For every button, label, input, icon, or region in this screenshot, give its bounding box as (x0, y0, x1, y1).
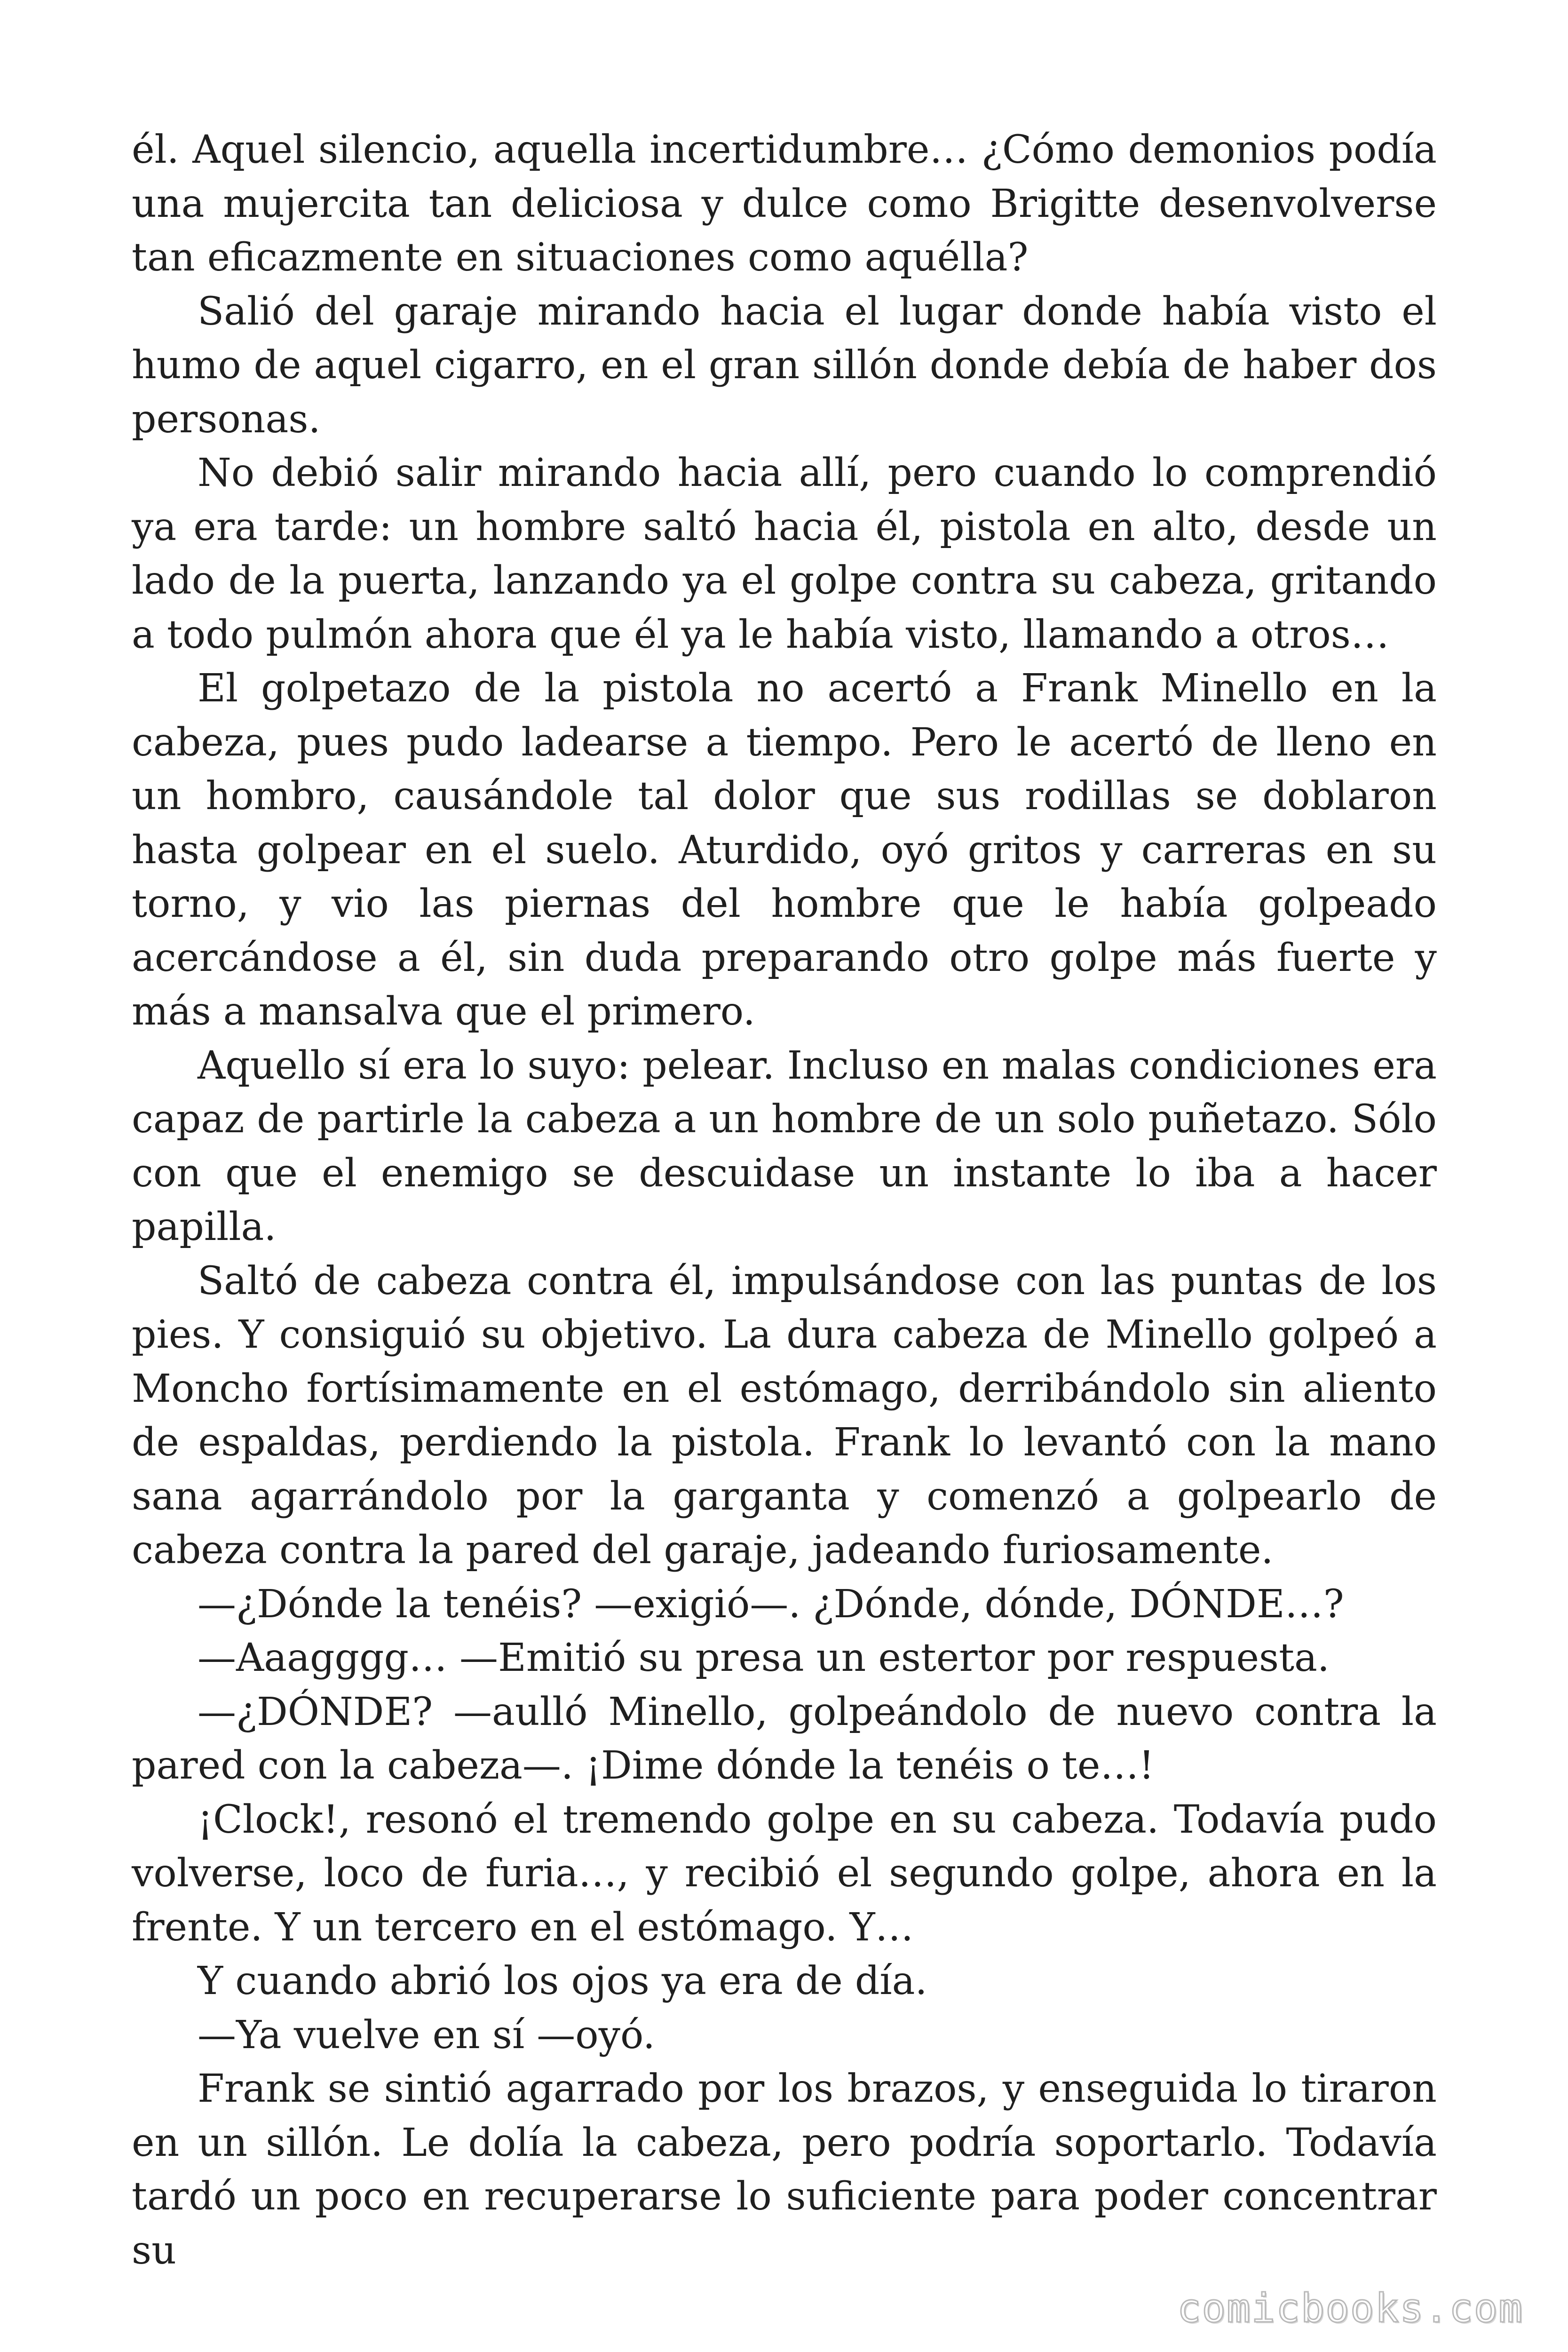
paragraph-6: Saltó de cabeza contra él, impulsándose con las puntas de los pies. Y consiguió su objetivo. La dura cabeza de Minello golpeó a Moncho fortísimamente en el estómago, derribándolo sin aliento de espaldas, perdiendo la pistola. Frank lo levantó con la mano sana agarrándolo por la garganta y comenzó a golpearlo de cabeza contra la pared del garaje, jadeando furiosamente. (132, 1258, 1437, 1573)
paragraph-13: Frank se sintió agarrado por los brazos, y enseguida lo tiraron en un sillón. Le dolía la cabeza, pero podría soportarlo. Todavía tardó un poco en recuperarse lo suficiente para poder concentrar su (132, 2066, 1437, 2273)
body-text (132, 123, 1437, 2278)
paragraph-11: Y cuando abrió los ojos ya era de día. (198, 1959, 927, 2003)
paragraph-12: —Ya vuelve en sí —oyó. (198, 2012, 655, 2058)
paragraph-9: —¿DÓNDE? —aulló Minello, golpeándolo de nuevo contra la pared con la cabeza—. ¡Dime dónde la tenéis o te…! (132, 1689, 1437, 1788)
paragraph-1: él. Aquel silencio, aquella incertidumbre… ¿Cómo demonios podía una mujercita tan deliciosa y dulce como Brigitte desenvolverse tan eficazmente en situaciones como aquélla? (132, 127, 1437, 280)
paragraph-7: —¿Dónde la tenéis? —exigió—. ¿Dónde, dónde, DÓNDE…? (198, 1581, 1344, 1627)
paragraph-3: No debió salir mirando hacia allí, pero cuando lo comprendió ya era tarde: un hombre saltó hacia él, pistola en alto, desde un lado de la puerta, lanzando ya el golpe contra su cabeza, gritando a todo pulmón ahora que él ya le había visto, llamando a otros… (132, 451, 1437, 657)
paragraph-4: El golpetazo de la pistola no acertó a Frank Minello en la cabeza, pues pudo ladearse a tiempo. Pero le acertó de lleno en un hombro, causándole tal dolor que sus rodillas se doblaron hasta golpear en el suelo. Aturdido, oyó gritos y carreras en su torno, y vio las piernas del hombre que le había golpeado acercándose a él, sin duda preparando otro golpe más fuerte y más a mansalva que el primero. (132, 666, 1437, 1034)
paragraph-10: ¡Clock!, resonó el tremendo golpe en su cabeza. Todavía pudo volverse, loco de furia…, y recibió el segundo golpe, ahora en la frente. Y un tercero en el estómago. Y… (132, 1797, 1437, 1950)
paragraph-2: Salió del garaje mirando hacia el lugar donde había visto el humo de aquel cigarro, en el gran sillón donde debía de haber dos personas. (132, 289, 1437, 442)
paragraph-8: —Aaagggg… —Emitió su presa un estertor por respuesta. (198, 1636, 1330, 1680)
site-watermark: comicbooks.com (1177, 2285, 1523, 2331)
paragraph-5: Aquello sí era lo suyo: pelear. Incluso en malas condiciones era capaz de partirle la cabeza a un hombre de un solo puñetazo. Sólo con que el enemigo se descuidase un instante lo iba a hacer papilla. (132, 1043, 1437, 1249)
